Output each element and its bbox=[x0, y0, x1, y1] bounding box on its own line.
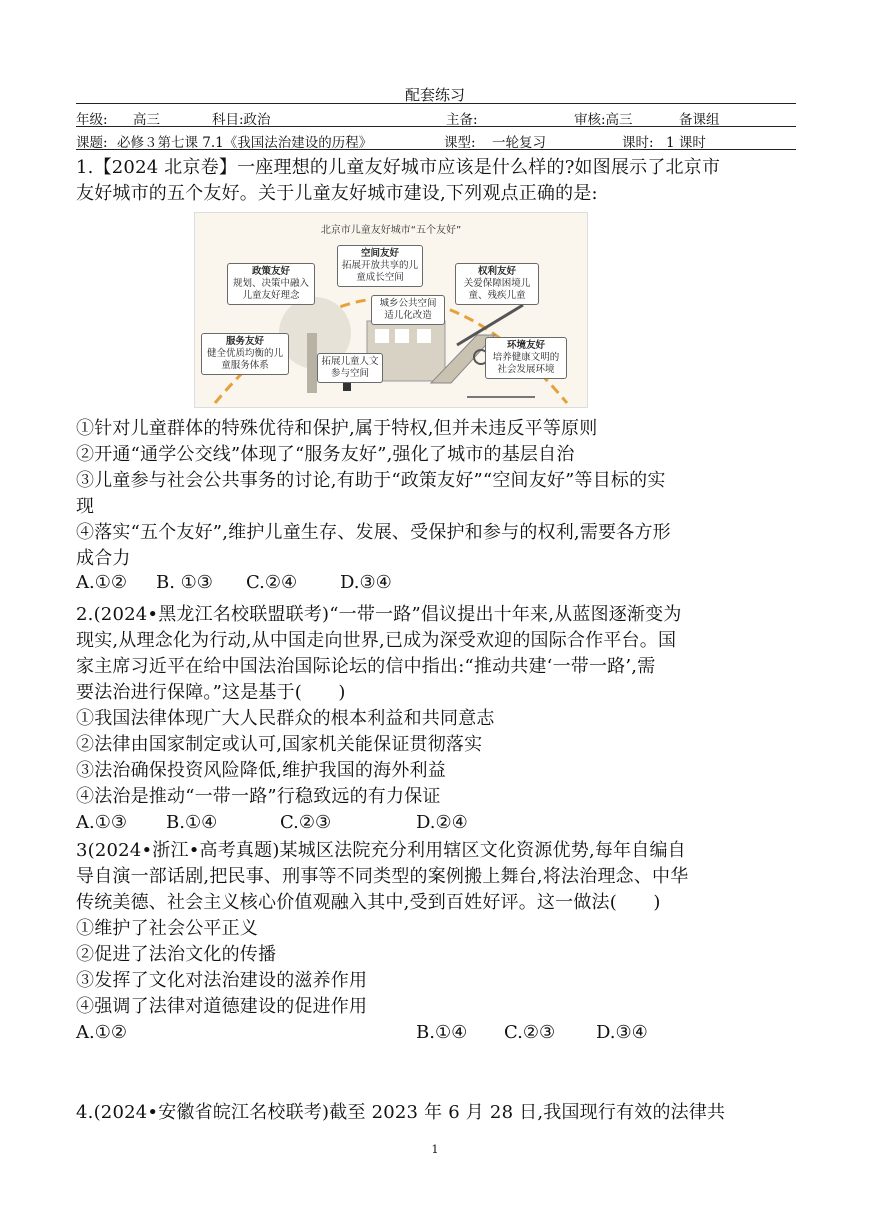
q2-statement-3: ③法治确保投资风险降低,维护我国的海外利益 bbox=[76, 760, 446, 781]
q2-statement-1: ①我国法律体现广大人民群众的根本利益和共同意志 bbox=[76, 708, 495, 729]
grade-value: 高三 bbox=[133, 112, 160, 128]
reviewer-group: 备课组 bbox=[679, 112, 720, 128]
topic-label: 课题: bbox=[76, 135, 108, 151]
q1-statement-2: ②开通“通学公交线”体现了“服务友好”,强化了城市的基层自治 bbox=[76, 444, 575, 465]
q3-stem-line-3: 传统美德、社会主义核心价值观融入其中,受到百姓好评。这一做法( ) bbox=[76, 892, 661, 913]
box-policy-title: 政策友好 bbox=[251, 266, 290, 277]
editor-label: 主备: bbox=[446, 112, 478, 128]
q3-statement-1: ①维护了社会公平正义 bbox=[76, 918, 258, 939]
box-rights-title: 权利友好 bbox=[477, 266, 516, 277]
box-service-title: 服务友好 bbox=[225, 336, 264, 347]
q2-stem-line-2: 现实,从理念化为行动,从中国走向世界,已成为深受欢迎的国际合作平台。国 bbox=[76, 630, 677, 651]
q1-option-d: D.③④ bbox=[340, 572, 392, 593]
q3-statement-2: ②促进了法治文化的传播 bbox=[76, 944, 277, 965]
q3-statement-4: ④强调了法律对道德建设的促进作用 bbox=[76, 996, 368, 1017]
q1-stem-line-2: 友好城市的五个友好。关于儿童友好城市建设,下列观点正确的是: bbox=[76, 183, 598, 204]
box-policy-text: 规划、决策中融入儿童友好理念 bbox=[232, 278, 309, 301]
q1-statement-3-line-1: ③儿童参与社会公共事务的讨论,有助于“政策友好”“空间友好”等目标的实 bbox=[76, 470, 666, 491]
figure-box-space bbox=[337, 245, 423, 287]
box-env-title: 环境友好 bbox=[506, 340, 545, 351]
box-space-title: 空间友好 bbox=[360, 248, 399, 259]
figure-title: 北京市儿童友好城市“五个友好” bbox=[320, 225, 462, 236]
q4-stem-line-1: 4.(2024•安徽省皖江名校联考)截至 2023 年 6 月 28 日,我国现行有效的法律共 bbox=[76, 1102, 726, 1123]
q1-figure-five-friendly bbox=[194, 212, 588, 408]
q1-option-b: B. ①③ bbox=[156, 572, 213, 593]
box-rights-text: 关爱保障困境儿童、残疾儿童 bbox=[463, 278, 531, 301]
figure-box-urban bbox=[371, 295, 445, 325]
figure-box-participation bbox=[317, 353, 383, 383]
box-space-text: 拓展开放共享的儿童成长空间 bbox=[341, 260, 418, 283]
q1-option-a: A.①② bbox=[76, 572, 127, 593]
type-value: 一轮复习 bbox=[492, 135, 546, 151]
q1-statement-1: ①针对儿童群体的特殊优待和保护,属于特权,但并未违反平等原则 bbox=[76, 418, 598, 439]
q2-statement-4: ④法治是推动“一带一路”行稳致远的有力保证 bbox=[76, 786, 441, 807]
q1-statement-4-line-1: ④落实“五个友好”,维护儿童生存、发展、受保护和参与的权利,需要各方形 bbox=[76, 522, 671, 543]
q1-statement-4-line-2: 成合力 bbox=[76, 548, 131, 569]
q2-stem-line-4: 要法治进行保障。”这是基于( ) bbox=[76, 682, 346, 703]
grade-label: 年级: bbox=[76, 112, 108, 128]
q3-statement-3: ③发挥了文化对法治建设的滋养作用 bbox=[76, 970, 368, 991]
reviewer-label: 审核:高三 bbox=[574, 112, 633, 128]
q1-option-c: C.②④ bbox=[246, 572, 298, 593]
q3-stem-line-2: 导自演一部话剧,把民事、刑事等不同类型的案例搬上舞台,将法治理念、中华 bbox=[76, 866, 689, 887]
box-participation-text: 拓展儿童人文参与空间 bbox=[321, 356, 379, 379]
q2-stem-line-3: 家主席习近平在给中国法治国际论坛的信中指出:“推动共建‘一带一路’,需 bbox=[76, 656, 656, 677]
header-rule-mid bbox=[76, 126, 796, 127]
page-number: 1 bbox=[431, 1143, 439, 1156]
box-service-text: 健全优质均衡的儿童服务体系 bbox=[206, 348, 283, 371]
period-label: 课时: bbox=[622, 135, 654, 151]
q2-statement-2: ②法律由国家制定或认可,国家机关能保证贯彻落实 bbox=[76, 734, 483, 755]
q2-option-b: B.①④ bbox=[166, 812, 218, 833]
header-rule-bottom bbox=[76, 149, 796, 150]
q2-option-c: C.②③ bbox=[280, 812, 332, 833]
q3-option-a: A.①② bbox=[76, 1022, 127, 1043]
type-label: 课型: bbox=[444, 135, 476, 151]
q2-stem-line-1: 2.(2024•黑龙江名校联盟联考)“一带一路”倡议提出十年来,从蓝图逐渐变为 bbox=[76, 604, 682, 625]
q2-option-a: A.①③ bbox=[76, 812, 127, 833]
figure-box-environment bbox=[485, 337, 567, 379]
box-urban-text: 城乡公共空间适儿化改造 bbox=[379, 298, 437, 321]
subject-label: 科目:政治 bbox=[212, 112, 271, 128]
q1-stem-line-1: 1.【2024 北京卷】一座理想的儿童友好城市应该是什么样的?如图展示了北京市 bbox=[76, 157, 721, 178]
q3-stem-line-1: 3(2024•浙江•高考真题)某城区法院充分利用辖区文化资源优势,每年自编自 bbox=[76, 840, 686, 861]
q3-option-c: C.②③ bbox=[504, 1022, 556, 1043]
q2-option-d: D.②④ bbox=[416, 812, 468, 833]
figure-box-rights bbox=[455, 263, 539, 305]
q3-option-d: D.③④ bbox=[596, 1022, 648, 1043]
header-rule-top bbox=[76, 103, 796, 104]
figure-box-service bbox=[201, 333, 289, 375]
q3-option-b: B.①④ bbox=[416, 1022, 468, 1043]
topic-value: 必修３第七课 7.1《我国法治建设的历程》 bbox=[117, 135, 373, 151]
box-env-text: 培养健康文明的社会发展环境 bbox=[492, 352, 560, 375]
period-value: 1 课时 bbox=[666, 135, 706, 151]
figure-box-policy bbox=[227, 263, 315, 305]
q1-statement-3-line-2: 现 bbox=[76, 496, 95, 517]
page-title: 配套练习 bbox=[404, 86, 465, 104]
